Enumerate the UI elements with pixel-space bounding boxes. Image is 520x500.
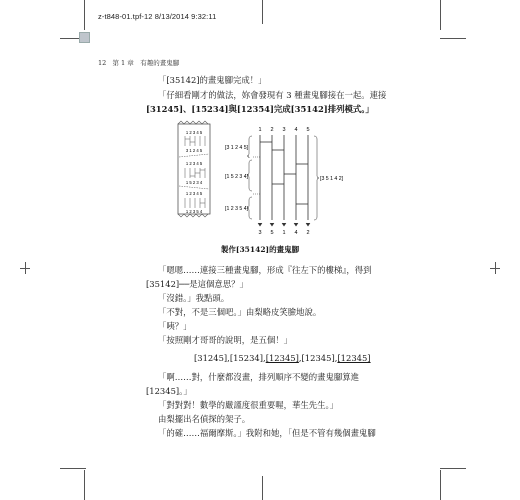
left-label: [1 5 2 3 4] bbox=[225, 174, 249, 180]
crop-mark bbox=[84, 470, 85, 500]
strip-row: 1 2 3 4 5 bbox=[185, 191, 203, 196]
crop-mark bbox=[262, 0, 263, 24]
left-label: [1 2 3 5 4] bbox=[225, 206, 249, 212]
bottom-number: 3 bbox=[258, 230, 262, 236]
crop-mark bbox=[440, 38, 466, 39]
formula-part: [12345] bbox=[265, 353, 299, 363]
crop-mark bbox=[25, 262, 26, 274]
crop-mark bbox=[84, 0, 85, 30]
formula bbox=[194, 353, 371, 364]
right-label: [3 5 1 4 2] bbox=[320, 176, 344, 182]
crop-mark bbox=[60, 468, 86, 469]
paragraph: 「咦？」 bbox=[158, 321, 192, 331]
paragraph: 「不對，不是三個吧。」由梨略皮笑臉地說。 bbox=[158, 307, 322, 317]
strip-row: 3 1 2 4 5 bbox=[185, 148, 203, 153]
crop-mark bbox=[262, 476, 263, 500]
paragraph: 「[35142]的畫鬼腳完成！」 bbox=[158, 75, 267, 85]
paragraph: [12345]。」 bbox=[146, 386, 192, 396]
strip-row: 1 2 3 4 5 bbox=[185, 130, 203, 135]
paragraph: 「按照剛才哥哥的說明，是五個！」 bbox=[158, 335, 292, 345]
formula-part: ,[12345], bbox=[298, 353, 338, 363]
paper-strip bbox=[178, 121, 210, 217]
strip-row: 1 2 3 4 5 bbox=[185, 161, 203, 166]
figure-caption: 製作[35142]的畫鬼腳 bbox=[220, 245, 300, 254]
registration-box bbox=[79, 32, 90, 43]
paragraph: 「啊……對，什麼都沒畫，排列順序不變的畫鬼腳算進 bbox=[158, 372, 359, 382]
left-label: [3 1 2 4 5] bbox=[225, 145, 249, 151]
bottom-number: 1 bbox=[282, 230, 286, 236]
top-number: 2 bbox=[270, 127, 274, 133]
page-number: 12 bbox=[98, 59, 107, 67]
formula-part: [31245],[15234], bbox=[194, 353, 266, 363]
crop-mark bbox=[495, 262, 496, 274]
crop-mark bbox=[440, 468, 466, 469]
amidakuji-figure bbox=[165, 120, 365, 238]
paragraph: [35142]──是這個意思？」 bbox=[146, 279, 248, 289]
ladder bbox=[247, 135, 319, 226]
bottom-number: 4 bbox=[294, 230, 298, 236]
top-number: 5 bbox=[306, 127, 310, 133]
paragraph: 「仔細看剛才的做法，妳會發現有 3 種畫鬼腳接在一起。連接 bbox=[158, 90, 387, 100]
chapter-title: 第 1 章 有趣的畫鬼腳 bbox=[112, 59, 180, 67]
crop-mark bbox=[440, 0, 441, 30]
file-info: z-t848-01.tpf-12 8/13/2014 9:32:11 bbox=[98, 12, 217, 21]
paragraph: 「的確……福爾摩斯。」我附和她，「但是不管有幾個畫鬼腳 bbox=[158, 428, 376, 438]
paragraph: 「嗯嗯……連接三種畫鬼腳，形成『往左下的樓梯』，得到 bbox=[158, 265, 372, 275]
paragraph: 由梨擺出名偵探的架子。 bbox=[158, 414, 251, 424]
top-number: 3 bbox=[282, 127, 286, 133]
bottom-number: 5 bbox=[270, 230, 274, 236]
top-number: 1 bbox=[258, 127, 262, 133]
strip-row: 1 2 3 5 4 bbox=[185, 209, 203, 214]
formula-part: [12345] bbox=[337, 353, 371, 363]
paragraph: 「沒錯。」我點頭。 bbox=[158, 293, 230, 303]
bottom-number: 2 bbox=[306, 230, 310, 236]
strip-row: 1 5 2 3 4 bbox=[185, 180, 203, 185]
paragraph: 「對對對！數學的嚴謹度很重要喔，華生先生。」 bbox=[158, 400, 339, 410]
crop-mark bbox=[440, 470, 441, 500]
paragraph: [31245]、[15234]與[12354]完成[35142]排列模式。」 bbox=[146, 104, 374, 114]
top-number: 4 bbox=[294, 127, 298, 133]
running-head bbox=[98, 58, 179, 67]
